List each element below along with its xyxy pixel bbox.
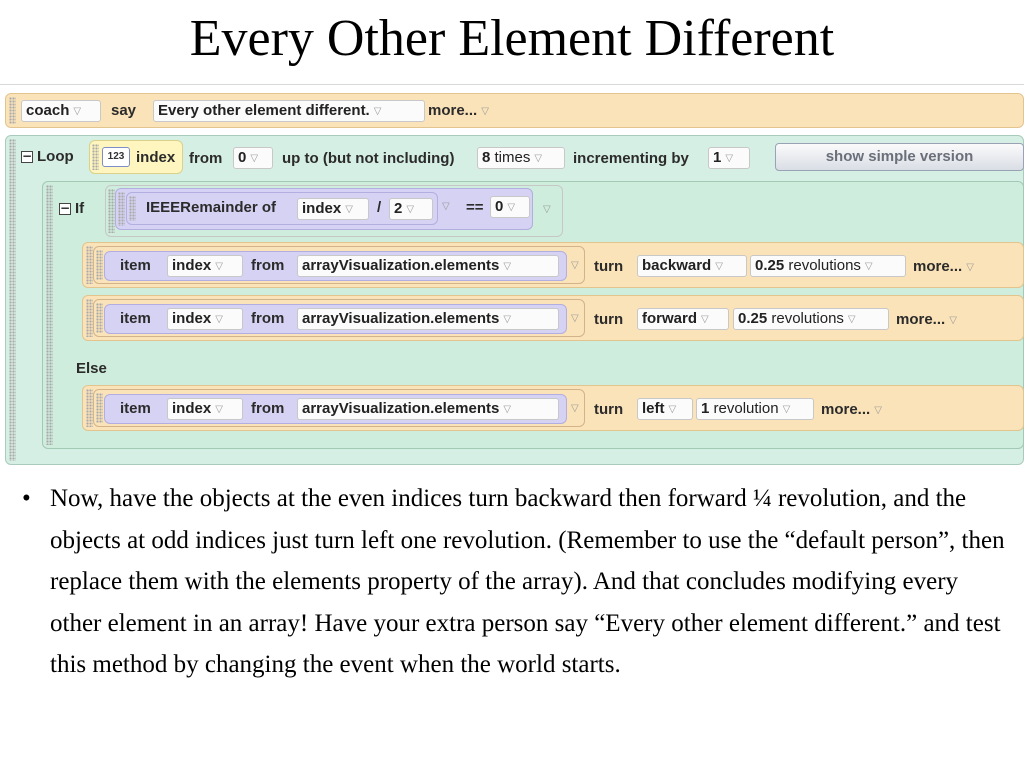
- drag-handle[interactable]: [9, 97, 16, 124]
- divide-operator: /: [377, 199, 382, 216]
- condition-arrow[interactable]: ▽: [543, 204, 551, 215]
- turn-keyword: turn: [594, 258, 624, 275]
- bullet-point: [22, 478, 1012, 686]
- subject-dropdown[interactable]: coach ▽: [21, 100, 101, 122]
- item-keyword: item: [120, 257, 151, 274]
- index-dropdown[interactable]: index ▽: [167, 308, 243, 330]
- comparison-rhs-dropdown[interactable]: 0 ▽: [490, 196, 530, 218]
- more-button[interactable]: more... ▽: [428, 102, 489, 119]
- direction-dropdown[interactable]: left ▽: [637, 398, 693, 420]
- from-keyword: from: [251, 257, 285, 274]
- ieee-remainder-label: IEEERemainder of: [146, 199, 277, 216]
- drag-handle[interactable]: [86, 389, 93, 427]
- expression-arrow[interactable]: ▽: [571, 313, 579, 324]
- direction-dropdown[interactable]: forward ▽: [637, 308, 729, 330]
- else-keyword: Else: [76, 360, 107, 377]
- from-keyword: from: [251, 400, 285, 417]
- drag-handle[interactable]: [92, 144, 99, 170]
- item-function[interactable]: [104, 251, 567, 281]
- turn-keyword: turn: [594, 311, 624, 328]
- if-keyword: If: [75, 200, 85, 217]
- divisor-dropdown[interactable]: 2 ▽: [389, 198, 433, 220]
- array-dropdown[interactable]: arrayVisualization.elements ▽: [297, 308, 559, 330]
- bullet-text: Now, have the objects at the even indices turn backward then forward ¼ revolution, and the objects at odd indices just turn left one revolution. (Remember to use the “default person”, then replace them with the elements property of the array). And that concludes modifying every other element in an array! Have your extra person say “Every other element different.” and test this method by changing the event when the world starts.: [50, 485, 1005, 678]
- number-type-icon: 123: [102, 147, 130, 167]
- loop-from-dropdown[interactable]: 0 ▽: [233, 147, 273, 169]
- direction-dropdown[interactable]: backward ▽: [637, 255, 747, 277]
- ieee-remainder-function[interactable]: [126, 192, 438, 225]
- drag-handle[interactable]: [129, 196, 136, 221]
- upto-label: up to (but not including): [282, 150, 455, 167]
- drag-handle[interactable]: [96, 303, 103, 333]
- more-button[interactable]: more... ▽: [913, 258, 974, 275]
- incrementing-label: incrementing by: [573, 150, 689, 167]
- bullet-symbol: •: [22, 485, 31, 512]
- turn-statement[interactable]: [82, 385, 1024, 431]
- drag-handle[interactable]: [86, 299, 93, 337]
- drag-handle[interactable]: [118, 192, 125, 226]
- array-dropdown[interactable]: arrayVisualization.elements ▽: [297, 255, 559, 277]
- alice-code-editor: [0, 84, 1024, 473]
- say-text-dropdown[interactable]: Every other element different. ▽: [153, 100, 425, 122]
- from-keyword: from: [251, 310, 285, 327]
- more-button[interactable]: more... ▽: [896, 311, 957, 328]
- drag-handle[interactable]: [9, 139, 16, 461]
- amount-dropdown[interactable]: 0.25 revolutions ▽: [733, 308, 889, 330]
- more-button[interactable]: more... ▽: [821, 401, 882, 418]
- item-function[interactable]: [104, 394, 567, 424]
- equals-operator: ==: [466, 199, 484, 216]
- slide-title: Every Other Element Different: [189, 10, 835, 67]
- show-simple-version-button[interactable]: show simple version: [775, 143, 1024, 171]
- loop-upto-dropdown[interactable]: 8 times ▽: [477, 147, 565, 169]
- turn-statement[interactable]: [82, 242, 1024, 288]
- from-label: from: [189, 150, 223, 167]
- drag-handle[interactable]: [46, 185, 53, 445]
- expression-arrow[interactable]: ▽: [571, 260, 579, 271]
- index-dropdown[interactable]: index ▽: [167, 255, 243, 277]
- turn-statement[interactable]: [82, 295, 1024, 341]
- item-keyword: item: [120, 310, 151, 327]
- say-statement[interactable]: [5, 93, 1024, 128]
- item-keyword: item: [120, 400, 151, 417]
- drag-handle[interactable]: [86, 246, 93, 284]
- drag-handle[interactable]: [108, 189, 115, 233]
- item-from-array-expression[interactable]: [93, 389, 585, 427]
- amount-dropdown[interactable]: 0.25 revolutions ▽: [750, 255, 906, 277]
- item-from-array-expression[interactable]: [93, 246, 585, 284]
- loop-keyword: Loop: [37, 148, 74, 165]
- loop-collapse-toggle[interactable]: −: [22, 149, 33, 163]
- function-result-arrow[interactable]: ▽: [442, 201, 450, 212]
- array-dropdown[interactable]: arrayVisualization.elements ▽: [297, 398, 559, 420]
- amount-dropdown[interactable]: 1 revolution ▽: [696, 398, 814, 420]
- item-function[interactable]: [104, 304, 567, 334]
- expression-arrow[interactable]: ▽: [571, 403, 579, 414]
- turn-keyword: turn: [594, 401, 624, 418]
- loop-increment-dropdown[interactable]: 1 ▽: [708, 147, 750, 169]
- if-collapse-toggle[interactable]: −: [60, 201, 71, 215]
- say-keyword: say: [111, 102, 137, 119]
- item-from-array-expression[interactable]: [93, 299, 585, 337]
- loop-variable-tile[interactable]: [89, 140, 183, 174]
- drag-handle[interactable]: [96, 250, 103, 280]
- loop-variable-name: index: [136, 149, 176, 166]
- index-dropdown[interactable]: index ▽: [167, 398, 243, 420]
- drag-handle[interactable]: [96, 393, 103, 423]
- dividend-dropdown[interactable]: index ▽: [297, 198, 369, 220]
